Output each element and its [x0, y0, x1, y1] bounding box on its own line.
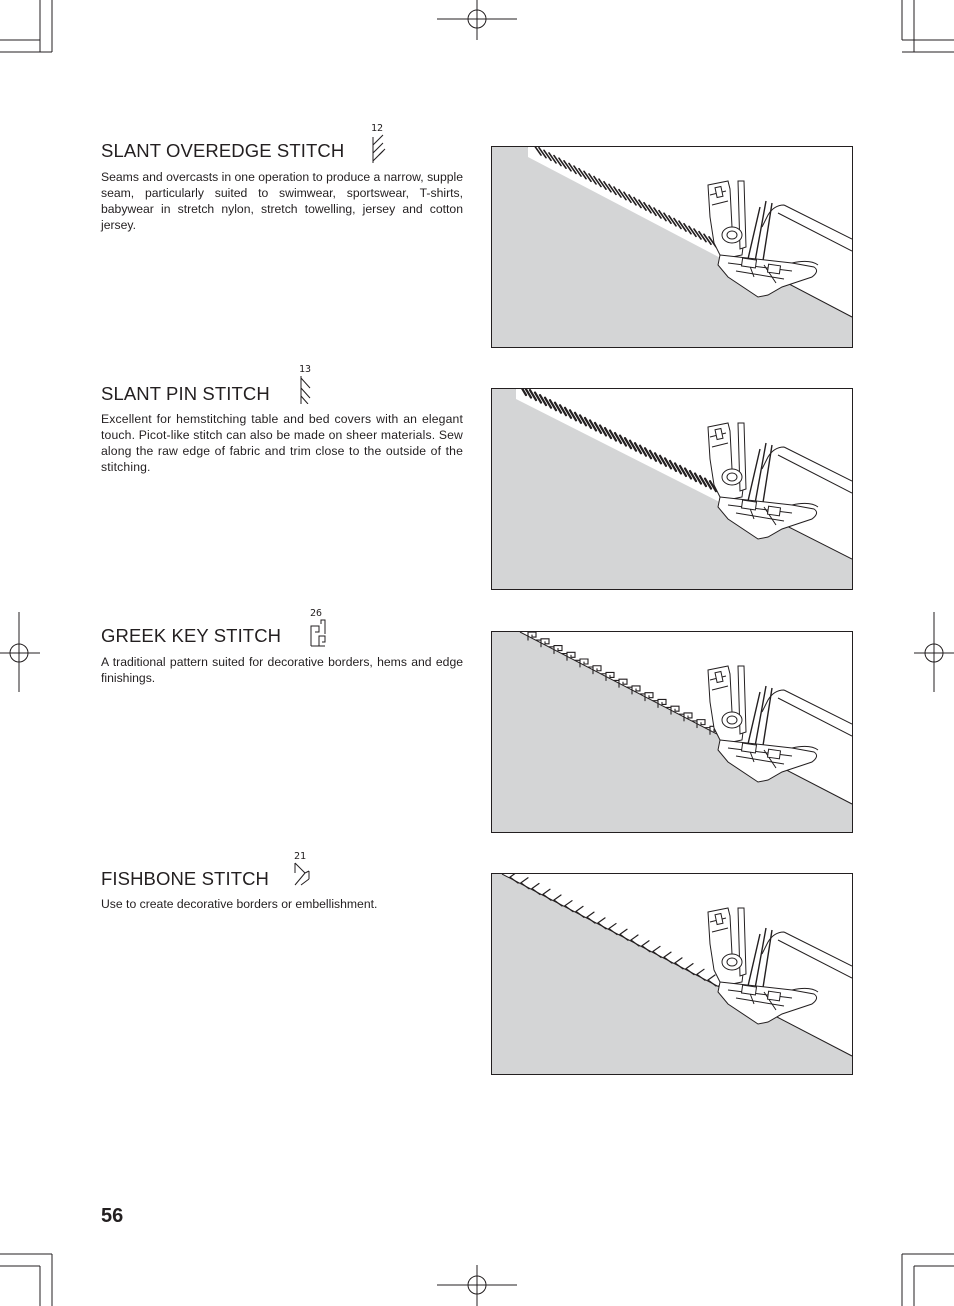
section-title: FISHBONE STITCH — [101, 868, 270, 889]
sewing-illustration — [491, 146, 853, 348]
section-fishbone-stitch — [0, 843, 954, 1073]
section-description: Seams and overcasts in one operation to produce a narrow, supple seam, particularly suited to swimwear, sportswear, T-shirts, babywear in stretch nylon, stretch towelling, jersey and cotton jersey. — [101, 170, 463, 232]
section-greek-key-stitch — [0, 601, 954, 831]
section-description: Excellent for hemstitching table and bed covers with an elegant touch. Picot-like stitch can also be made on sheer materials. Sew along the raw edge of fabric and trim close to the outside of the stitching. — [101, 412, 463, 474]
section-slant-overedge-stitch — [0, 115, 954, 345]
slant-pin-stitch-icon — [298, 362, 320, 404]
section-slant-pin-stitch — [0, 358, 954, 588]
stitch-number: 21 — [294, 851, 307, 862]
section-title: GREEK KEY STITCH — [101, 625, 282, 646]
sewing-illustration — [491, 873, 853, 1075]
greek-key-stitch-icon — [309, 606, 331, 648]
stitch-number: 12 — [371, 123, 384, 134]
stitch-number: 26 — [310, 608, 323, 619]
section-description: Use to create decorative borders or embellishment. — [101, 897, 378, 911]
stitch-number: 13 — [299, 364, 312, 375]
sewing-illustration — [491, 388, 853, 590]
section-title: SLANT PIN STITCH — [101, 383, 270, 404]
section-description: A traditional pattern suited for decorative borders, hems and edge finishings. — [101, 655, 463, 685]
sewing-illustration — [491, 631, 853, 833]
section-title: SLANT OVEREDGE STITCH — [101, 140, 345, 161]
fishbone-stitch-icon — [293, 849, 315, 891]
page-number: 56 — [101, 1205, 124, 1227]
slant-overedge-stitch-icon — [369, 121, 391, 163]
